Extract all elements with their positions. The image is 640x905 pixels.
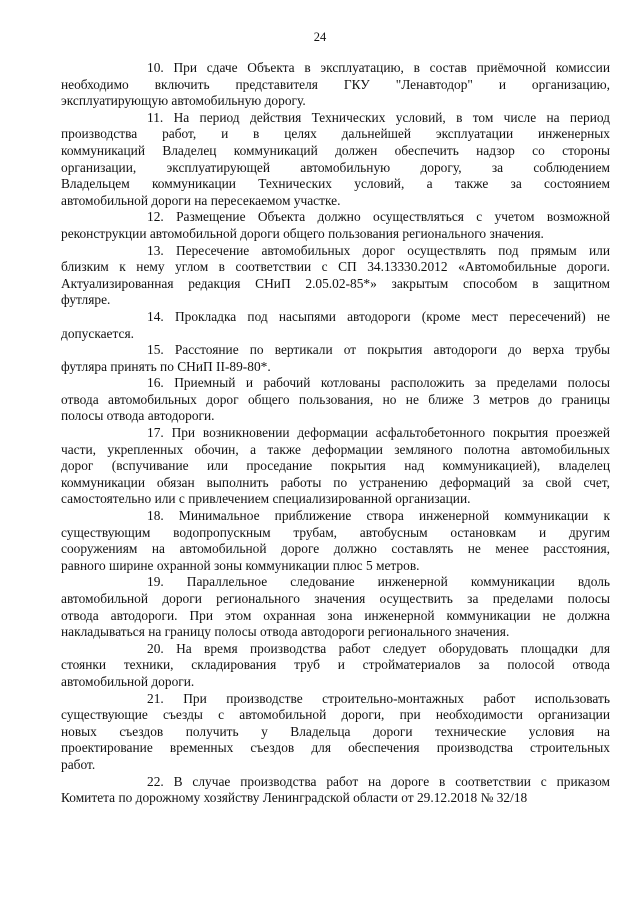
paragraph-line: [61, 243, 610, 260]
paragraph-line: [61, 691, 610, 708]
paragraph-line: существующие съезды с автомобильной дороги, при необходимости организации: [61, 707, 610, 723]
paragraph-16: [61, 375, 610, 425]
paragraph-line: [61, 375, 610, 392]
paragraph-line: автомобильной дороги регионального значения осуществить за пределами полосы: [61, 591, 610, 606]
paragraph-22: [61, 774, 610, 807]
document-body: [61, 60, 610, 807]
paragraph-18: [61, 508, 610, 574]
paragraph-line: коммуникации обязан выполнить работы по устранению деформаций за свой счет,: [61, 474, 610, 490]
paragraph-text: При возникновении деформации асфальтобетонного покрытия проезжей: [163, 425, 610, 441]
paragraph-20: [61, 641, 610, 691]
paragraph-line: стоянки техники, складирования труб и стройматериалов за полосой отвода: [61, 657, 610, 673]
paragraph-text: Параллельное следование инженерной коммуникации вдоль: [163, 574, 610, 590]
paragraph-text: При сдаче Объекта в эксплуатацию, в состав приёмочной комиссии: [163, 60, 610, 75]
paragraph-line: допускается.: [61, 325, 134, 341]
paragraph-number: 10.: [147, 60, 164, 75]
paragraph-number: 19.: [147, 574, 164, 590]
paragraph-line: самостоятельно или с привлечением специализированной организации.: [61, 491, 471, 507]
paragraph-line: автомобильной дороги.: [61, 673, 195, 689]
paragraph-line: проектирование временных съездов для обеспечения производства строительных: [61, 740, 610, 756]
paragraph-line: реконструкции автомобильной дороги общего пользования регионального значения.: [61, 225, 544, 241]
paragraph-line: новых съездов получить у Владельца дороги технические условия на: [61, 723, 610, 739]
paragraph-line: [61, 209, 610, 226]
paragraph-line: [61, 641, 610, 658]
paragraph-line: эксплуатирующую автомобильную дорогу.: [61, 93, 306, 109]
paragraph-text: Пересечение автомобильных дорог осуществлять под прямым или: [163, 242, 610, 258]
paragraph-line: равного ширине охранной зоны коммуникации плюс 5 метров.: [61, 557, 420, 573]
paragraph-line: близким к нему углом в соответствии с СП 34.13330.2012 «Автомобильные дороги.: [61, 259, 610, 275]
paragraph-line: сооружениям на автомобильной дороге должно составлять не менее расстояния,: [61, 541, 610, 557]
paragraph-number: 17.: [147, 425, 164, 441]
paragraph-11: [61, 110, 610, 210]
paragraph-text: Прокладка под насыпями автодороги (кроме мест пересечений) не: [163, 308, 610, 324]
paragraph-line: полосы отвода автодороги.: [61, 408, 215, 424]
paragraph-line: автомобильной дороги на пересекаемом участке.: [61, 192, 341, 208]
paragraph-line: футляра принять по СНиП II-89-80*.: [61, 358, 271, 374]
paragraph-number: 22.: [147, 773, 164, 789]
paragraph-15: [61, 342, 610, 375]
paragraph-text: Размещение Объекта должно осуществляться с учетом возможной: [163, 209, 610, 225]
paragraph-line: [61, 309, 610, 326]
paragraph-19: [61, 574, 610, 640]
paragraph-line: существующим водопропускным трубам, автобусным остановкам и другим: [61, 524, 610, 540]
paragraph-line: [61, 60, 610, 77]
paragraph-line: накладываться на границу полосы отвода автодороги регионального значения.: [61, 624, 510, 640]
paragraph-number: 18.: [147, 508, 164, 524]
paragraph-line: [61, 508, 610, 525]
paragraph-line: производства работ, и в целях дальнейшей эксплуатации инженерных: [61, 126, 610, 142]
paragraph-line: необходимо включить представителя ГКУ "Ленавтодор" и организацию,: [61, 76, 610, 92]
paragraph-14: [61, 309, 610, 342]
paragraph-line: [61, 110, 610, 127]
paragraph-line: работ.: [61, 756, 96, 772]
paragraph-number: 21.: [147, 690, 164, 706]
paragraph-line: [61, 425, 610, 442]
paragraph-line: Владельцем коммуникации Технических условий, а также за состоянием: [61, 176, 610, 192]
paragraph-text: На период действия Технических условий, в том числе на период: [163, 109, 610, 125]
paragraph-text: Приемный и рабочий котлованы расположить за пределами полосы: [163, 375, 610, 391]
paragraph-13: [61, 243, 610, 309]
paragraph-number: 16.: [147, 375, 164, 391]
paragraph-line: организации, эксплуатирующей автомобильную дорогу, за соблюдением: [61, 159, 610, 175]
paragraph-17: [61, 425, 610, 508]
paragraph-12: [61, 209, 610, 242]
paragraph-line: части, укрепленных обочин, а также деформации земляного полотна автомобильных: [61, 441, 610, 457]
paragraph-10: [61, 60, 610, 110]
paragraph-21: [61, 691, 610, 774]
paragraph-line: [61, 774, 610, 791]
paragraph-line: дорог (вспучивание или проседание покрытия над коммуникацией), владелец: [61, 458, 610, 474]
paragraph-number: 15.: [147, 342, 164, 358]
paragraph-text: Расстояние по вертикали от покрытия автодороги до верха трубы: [163, 342, 610, 358]
paragraph-text: Минимальное приближение створа инженерной коммуникации к: [163, 508, 610, 524]
paragraph-text: При производстве строительно-монтажных работ использовать: [163, 690, 610, 706]
paragraph-number: 11.: [147, 109, 164, 125]
paragraph-line: футляре.: [61, 292, 111, 308]
paragraph-text: На время производства работ следует оборудовать площадки для: [163, 640, 610, 656]
paragraph-line: отвода автодороги. При этом охранная зона инженерной коммуникации не должна: [61, 607, 610, 623]
paragraph-line: Актуализированная редакция СНиП 2.05.02-85*» закрытым способом в защитном: [61, 275, 610, 291]
paragraph-number: 13.: [147, 242, 164, 258]
paragraph-number: 20.: [147, 640, 164, 656]
paragraph-text: В случае производства работ на дороге в соответствии с приказом: [163, 773, 610, 789]
paragraph-line: [61, 342, 610, 359]
paragraph-number: 12.: [147, 209, 164, 225]
paragraph-line: Комитета по дорожному хозяйству Ленинградской области от 29.12.2018 № 32/18: [61, 790, 528, 806]
page-number: 24: [313, 30, 327, 44]
paragraph-number: 14.: [147, 308, 164, 324]
paragraph-line: отвода автомобильных дорог общего пользования, но не ближе 3 метров до границы: [61, 391, 610, 407]
paragraph-line: коммуникаций Владелец коммуникаций должен обеспечить надзор со стороны: [61, 142, 610, 158]
paragraph-line: [61, 574, 610, 591]
